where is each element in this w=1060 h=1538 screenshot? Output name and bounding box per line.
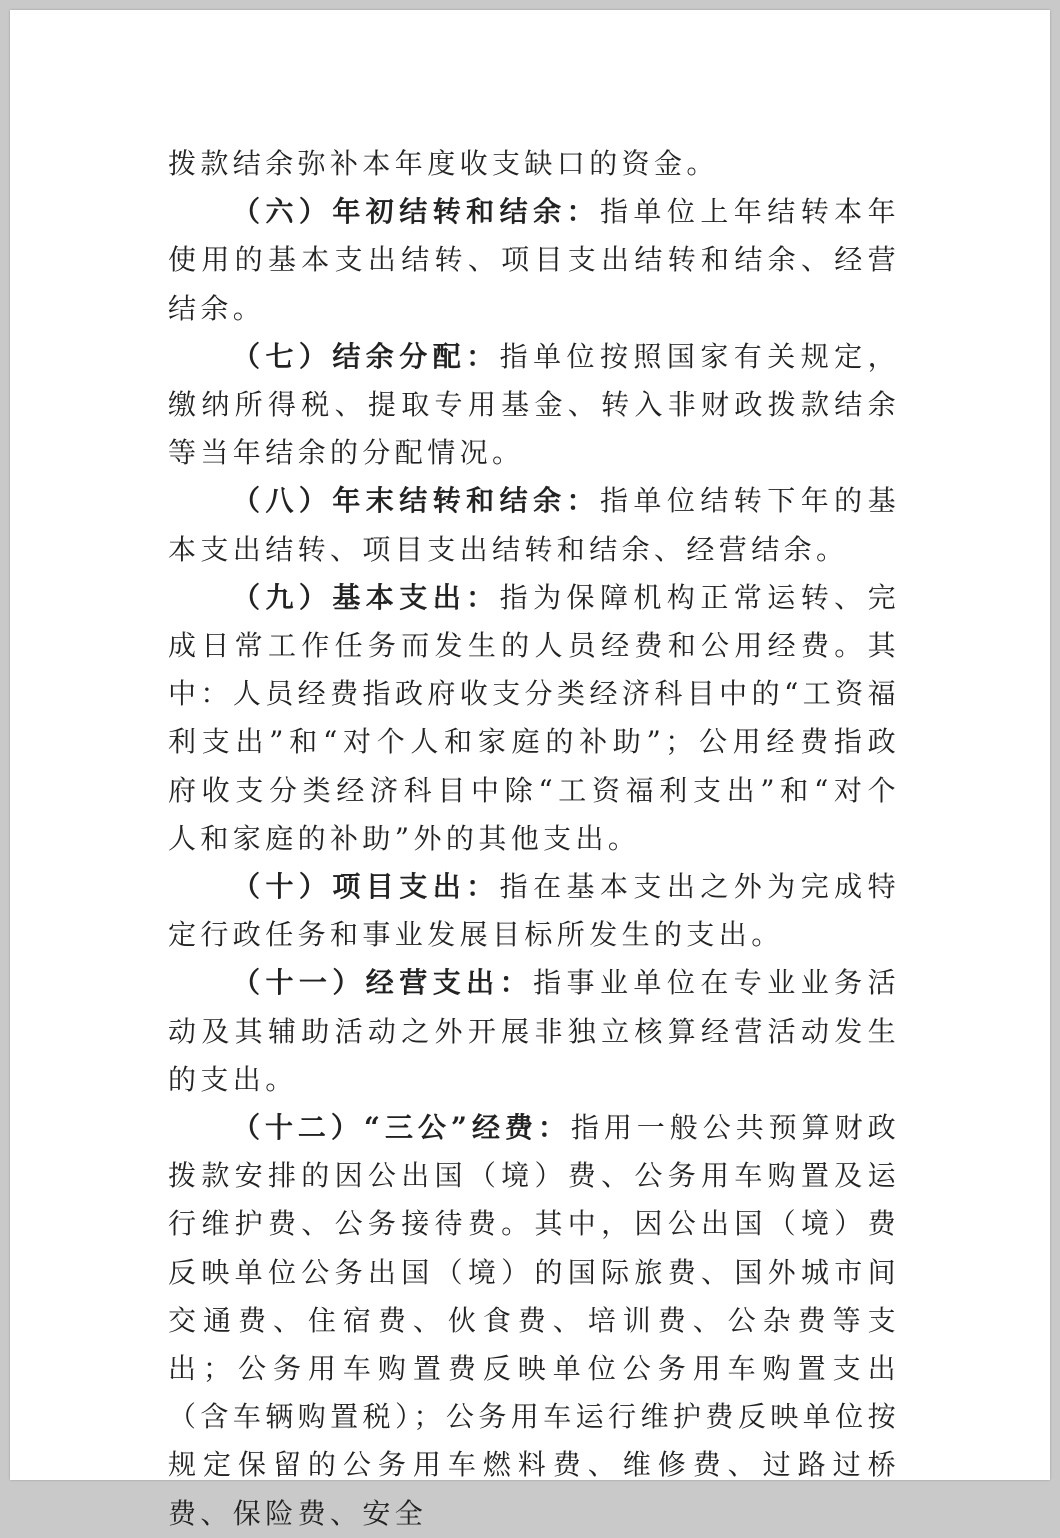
paragraph-text: 指为保障机构正常运转、完成日常工作任务而发生的人员经费和公用经费。其中：人员经费指政府收支分类经济科目中的“工资福利支出”和“对个人和家庭的补助”；公用经费指政府收支分类经济科目中除“工资福利支出”和“对个人和家庭的补助”外的其他支出。 bbox=[168, 580, 900, 855]
paragraph-text: 指单位按照国家有关规定，缴纳所得税、提取专用基金、转入非财政拨款结余等当年结余的分配情况。 bbox=[168, 339, 900, 470]
term-heading: （十一）经营支出： bbox=[232, 966, 534, 1000]
document-page bbox=[10, 10, 1050, 1530]
term-heading: （十二）“三公”经费： bbox=[232, 1111, 571, 1145]
paragraph-text: 指在基本支出之外为完成特定行政任务和事业发展目标所发生的支出。 bbox=[168, 870, 900, 952]
paragraph-text: 拨款结余弥补本年度收支缺口的资金。 bbox=[168, 147, 719, 180]
paragraph-item-10 bbox=[168, 863, 900, 959]
paragraph-text: 指单位上年结转本年使用的基本支出结转、项目支出结转和结余、经营结余。 bbox=[168, 195, 900, 325]
paragraph-item-8 bbox=[168, 477, 900, 573]
term-heading: （八）年末结转和结余： bbox=[232, 484, 600, 518]
paragraph-item-7 bbox=[168, 333, 900, 478]
term-heading: （十）项目支出： bbox=[232, 870, 500, 904]
paragraph-item-6 bbox=[168, 188, 900, 333]
paragraph-continuation bbox=[168, 140, 900, 188]
term-heading: （七）结余分配： bbox=[232, 339, 500, 373]
term-heading: （六）年初结转和结余： bbox=[232, 195, 600, 229]
paragraph-text: 指事业单位在专业业务活动及其辅助活动之外开展非独立核算经营活动发生的支出。 bbox=[168, 966, 900, 1096]
document-body bbox=[168, 140, 900, 1538]
paragraph-text: 指用一般公共预算财政拨款安排的因公出国（境）费、公务用车购置及运行维护费、公务接待费。其中，因公出国（境）费反映单位公务出国（境）的国际旅费、国外城市间交通费、住宿费、伙食费、培训费、公杂费等支出；公务用车购置费反映单位公务用车购置支出（含车辆购置税）；公务用车运行维护费反映单位按规定保留的公务用车燃料费、维修费、过路过桥费、保险费、安全 bbox=[168, 1111, 900, 1530]
paragraph-item-11 bbox=[168, 959, 900, 1104]
paragraph-text: 指单位结转下年的基本支出结转、项目支出结转和结余、经营结余。 bbox=[168, 484, 900, 566]
paragraph-item-12 bbox=[168, 1104, 900, 1538]
term-heading: （九）基本支出： bbox=[232, 580, 500, 614]
paragraph-item-9 bbox=[168, 574, 900, 863]
